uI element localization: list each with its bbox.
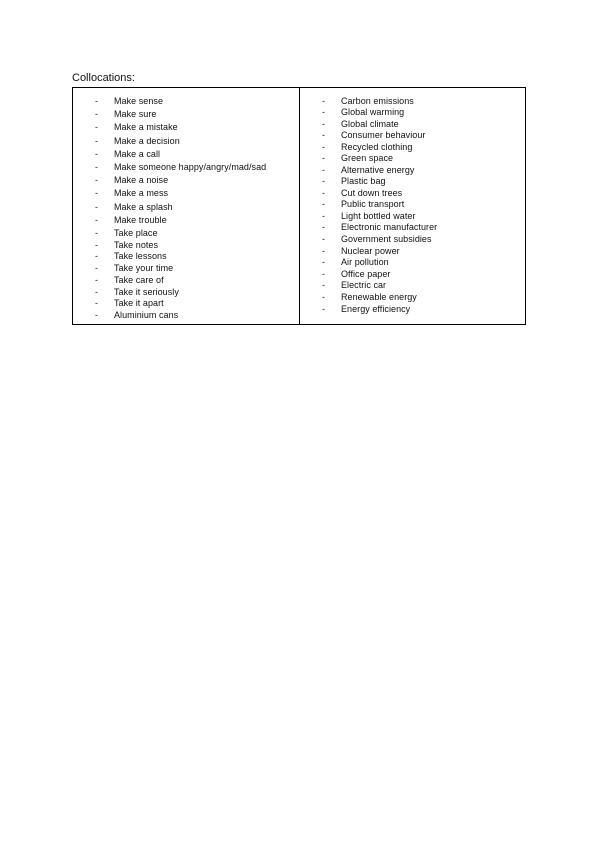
bullet-dash: - — [322, 304, 325, 314]
list-item-text: Make someone happy/angry/mad/sad — [114, 162, 267, 172]
list-item-text: Make a mistake — [114, 122, 178, 132]
list-item-text: Electric car — [341, 280, 387, 290]
bullet-dash: - — [95, 240, 98, 250]
bullet-dash: - — [322, 188, 325, 198]
bullet-dash: - — [322, 280, 325, 290]
list-item-text: Make a call — [114, 149, 161, 159]
list-item-text: Make a noise — [114, 175, 169, 185]
bullet-dash: - — [322, 257, 325, 267]
list-item-text: Green space — [341, 153, 394, 163]
bullet-dash: - — [95, 215, 98, 225]
list-item-text: Take notes — [114, 240, 159, 250]
bullet-dash: - — [322, 176, 325, 186]
bullet-dash: - — [322, 222, 325, 232]
list-item-text: Take it seriously — [114, 287, 179, 297]
bullet-dash: - — [322, 130, 325, 140]
list-item-text: Take place — [114, 228, 158, 238]
list-item-text: Carbon emissions — [341, 96, 414, 106]
bullet-dash: - — [95, 136, 98, 146]
list-item-text: Nuclear power — [341, 246, 400, 256]
bullet-dash: - — [95, 96, 98, 106]
list-item-text: Renewable energy — [341, 292, 417, 302]
bullet-dash: - — [322, 292, 325, 302]
list-item-text: Make a decision — [114, 136, 180, 146]
page-title: Collocations: — [72, 72, 135, 84]
bullet-dash: - — [95, 109, 98, 119]
list-item-text: Consumer behaviour — [341, 130, 426, 140]
list-item-text: Cut down trees — [341, 188, 403, 198]
bullet-dash: - — [95, 228, 98, 238]
list-item-text: Plastic bag — [341, 176, 386, 186]
bullet-dash: - — [322, 96, 325, 106]
bullet-dash: - — [95, 263, 98, 273]
list-item-text: Light bottled water — [341, 211, 416, 221]
list-item-text: Make sure — [114, 109, 157, 119]
list-item-text: Alternative energy — [341, 165, 415, 175]
bullet-dash: - — [95, 175, 98, 185]
list-item-text: Electronic manufacturer — [341, 222, 438, 232]
list-item-text: Air pollution — [341, 257, 389, 267]
list-item-text: Office paper — [341, 269, 391, 279]
list-item-text: Aluminium cans — [114, 310, 179, 320]
column-divider — [299, 88, 300, 324]
bullet-dash: - — [322, 119, 325, 129]
bullet-dash: - — [322, 165, 325, 175]
bullet-dash: - — [322, 107, 325, 117]
list-item-text: Take your time — [114, 263, 174, 273]
list-item-text: Make a splash — [114, 202, 173, 212]
list-item-text: Make trouble — [114, 215, 167, 225]
bullet-dash: - — [322, 246, 325, 256]
bullet-dash: - — [95, 251, 98, 261]
list-item-text: Global warming — [341, 107, 405, 117]
list-item-text: Make a mess — [114, 188, 169, 198]
bullet-dash: - — [95, 122, 98, 132]
bullet-dash: - — [95, 149, 98, 159]
bullet-dash: - — [322, 269, 325, 279]
bullet-dash: - — [95, 188, 98, 198]
bullet-dash: - — [95, 275, 98, 285]
bullet-dash: - — [322, 199, 325, 209]
bullet-dash: - — [95, 287, 98, 297]
bullet-dash: - — [95, 162, 98, 172]
bullet-dash: - — [322, 211, 325, 221]
list-item-text: Take care of — [114, 275, 164, 285]
list-item-text: Government subsidies — [341, 234, 432, 244]
list-item-text: Global climate — [341, 119, 399, 129]
list-item-text: Recycled clothing — [341, 142, 413, 152]
list-item-text: Public transport — [341, 199, 405, 209]
bullet-dash: - — [95, 202, 98, 212]
bullet-dash: - — [322, 234, 325, 244]
list-item-text: Make sense — [114, 96, 164, 106]
list-item-text: Energy efficiency — [341, 304, 411, 314]
bullet-dash: - — [322, 153, 325, 163]
list-item-text: Take it apart — [114, 298, 164, 308]
bullet-dash: - — [322, 142, 325, 152]
collocations-table — [72, 87, 526, 325]
bullet-dash: - — [95, 310, 98, 320]
list-item-text: Take lessons — [114, 251, 167, 261]
bullet-dash: - — [95, 298, 98, 308]
